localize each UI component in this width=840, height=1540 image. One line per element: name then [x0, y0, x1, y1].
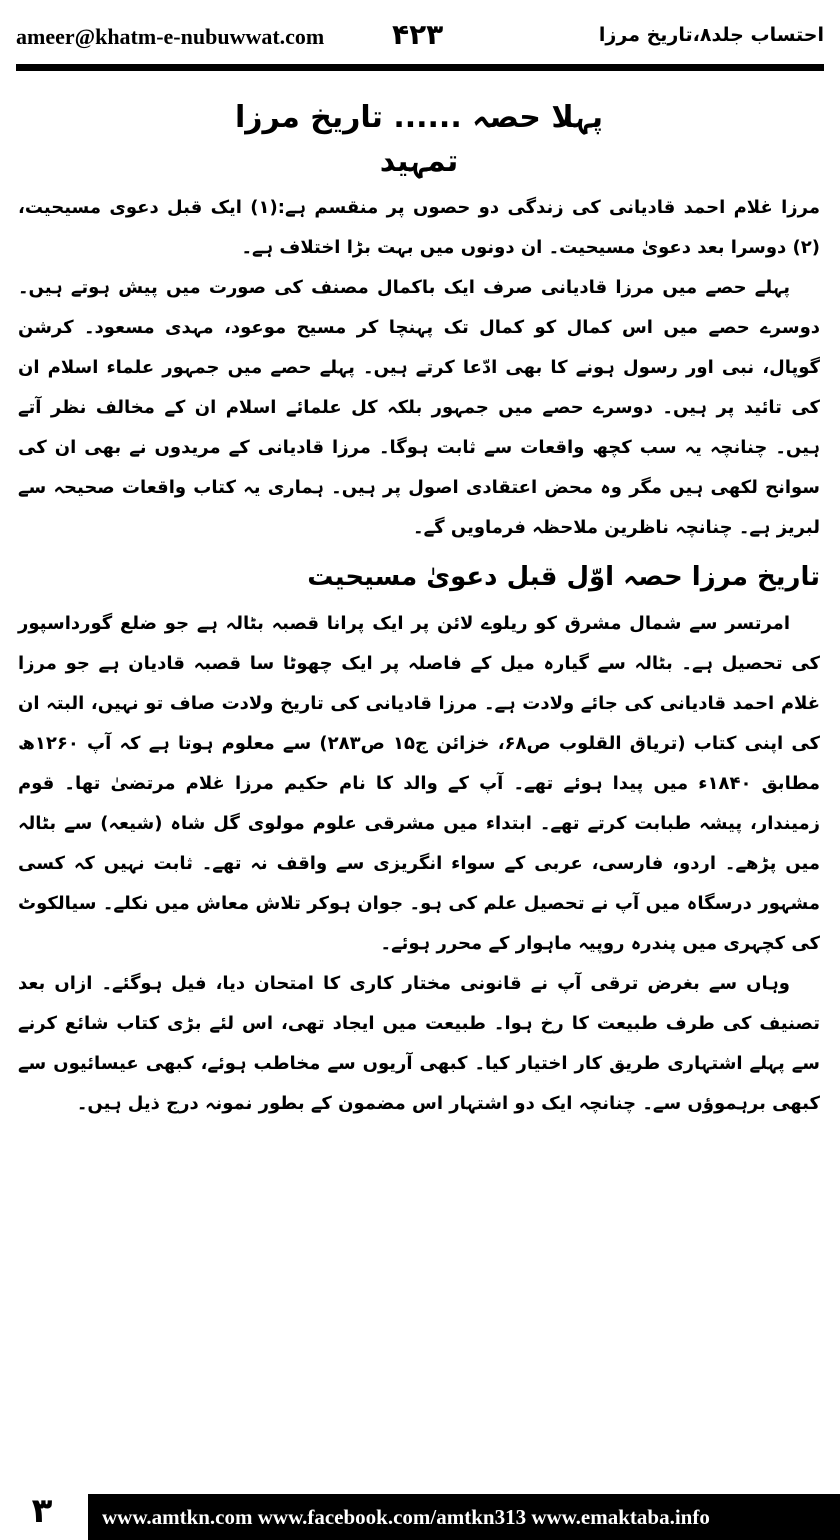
page-header [16, 18, 824, 62]
page-subtitle: تمہید [379, 144, 459, 179]
section-heading: تاریخ مرزا حصہ اوّل قبل دعویٰ مسیحیت [307, 562, 820, 592]
paragraph: مرزا غلام احمد قادیانی کی زندگی دو حصوں پر منقسم ہے:(۱) ایک قبل دعوی مسیحیت، (۲) دوسرا بعد دعویٰ مسیحیت۔ ان دونوں میں بہت بڑا اختلاف ہے۔ [18, 197, 820, 258]
footer-page-number: ۳ [31, 1491, 53, 1531]
page-number: ۴۲۳ [392, 18, 444, 51]
page-body [18, 96, 820, 1124]
email-address: ameer@khatm-e-nubuwwat.com [16, 24, 325, 49]
page-footer [0, 1482, 840, 1540]
header-rule [16, 64, 824, 71]
paragraph: پہلے حصے میں مرزا قادیانی صرف ایک باکمال مصنف کی صورت میں پیش ہوتے ہیں۔ دوسرے حصے میں اس کمال کو کمال تک پہنچا کر مسیح موعود، مہدی مسعود۔ کرشن گوپال، نبی اور رسول ہونے کا بھی ادّعا کرتے ہیں۔ پہلے حصے میں جمہور علماء اسلام ان کی تائید پر ہیں۔ دوسرے حصے میں جمہور بلکہ کل علمائے اسلام ان کے مخالف نظر آتے ہیں۔ چنانچہ یہ سب کچھ واقعات سے ثابت ہوگا۔ مرزا قادیانی کے مریدوں نے بھی ان کی سوانح لکھی ہیں مگر وہ محض اعتقادی اصول پر ہیں۔ ہماری یہ کتاب واقعات صحیحہ سے لبریز ہے۔ چنانچہ ناظرین ملاحظہ فرماویں گے۔ [18, 277, 820, 538]
running-head: احتساب جلد۸،تاریخ مرزا [598, 24, 824, 46]
footer-links: www.amtkn.com www.facebook.com/amtkn313 www.emaktaba.info [88, 1494, 840, 1540]
paragraph: امرتسر سے شمال مشرق کو ریلوے لائن پر ایک پرانا قصبہ بٹالہ ہے جو ضلع گورداسپور کی تحصیل ہے۔ بٹالہ سے گیارہ میل کے فاصلہ پر ایک چھوٹا سا قصبہ قادیان ہے جو مرزا غلام احمد قادیانی کی جائے ولادت ہے۔ مرزا قادیانی کی تاریخ ولادت صاف تو نہیں، البتہ ان کی اپنی کتاب (تریاق القلوب ص۶۸، خزائن ج۱۵ ص۲۸۳) سے معلوم ہوتا ہے کہ آپ ۱۲۶۰ھ مطابق ۱۸۴۰ء میں پیدا ہوئے تھے۔ آپ کے والد کا نام حکیم مرزا غلام مرتضیٰ تھا۔ قوم زمیندار، پیشہ طبابت کرتے تھے۔ ابتداء میں مشرقی علوم مولوی گل شاہ (شیعہ) سے بٹالہ میں پڑھے۔ اردو، فارسی، عربی کے سواء انگریزی سے واقف نہ تھے۔ ثابت نہیں کہ کسی مشہور درسگاہ میں آپ نے تحصیل علم کی ہو۔ جوان ہوکر تلاش معاش میں نکلے۔ سیالکوٹ کی کچہری میں پندرہ روپیہ ماہوار کے محرر ہوئے۔ [18, 613, 821, 954]
paragraph: وہاں سے بغرض ترقی آپ نے قانونی مختار کاری کا امتحان دیا، فیل ہوگئے۔ ازاں بعد تصنیف کی طرف طبیعت کا رخ ہوا۔ طبیعت میں ایجاد تھی، اس لئے بڑی کتاب شائع کرنے سے پہلے اشتہاری طریق کار اختیار کیا۔ کبھی آریوں سے مخاطب ہوئے، کبھی عیسائیوں سے کبھی برہموؤں سے۔ چنانچہ ایک دو اشتہار اس مضمون کے بطور نمونہ درج ذیل ہیں۔ [18, 973, 820, 1114]
page-title: پہلا حصہ ...... تاریخ مرزا [234, 100, 603, 135]
